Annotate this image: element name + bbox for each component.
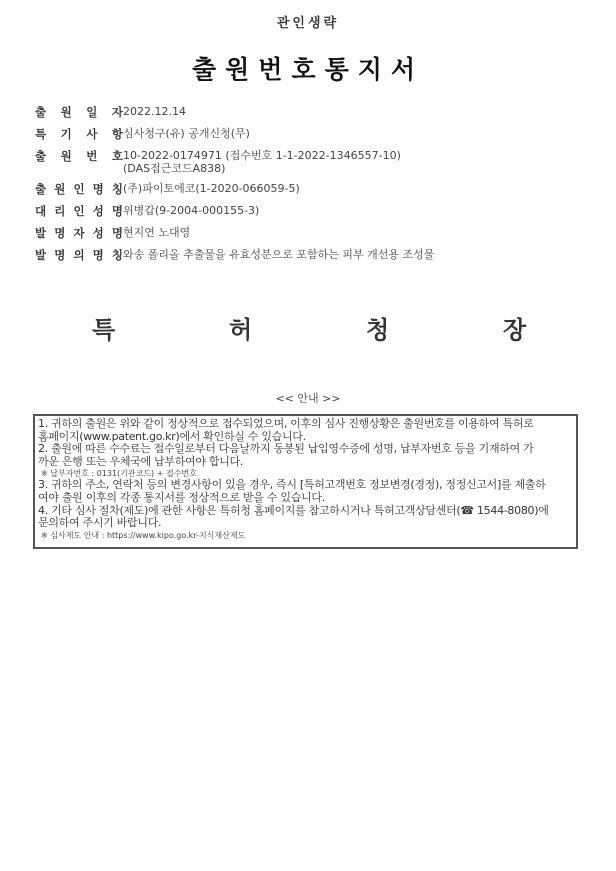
notice-line: 3. 귀하의 주소, 연락처 등의 변경사항이 있을 경우, 즉시 [특허고객번호 정보변경(경정), 정정신고서]를 제출하 (38, 478, 546, 492)
field-row (35, 148, 595, 175)
field-row (35, 126, 595, 142)
notice-line: 까운 은행 또는 우체국에 납부하여야 합니다. (38, 454, 244, 468)
field-row (35, 203, 595, 219)
field-value (123, 148, 401, 175)
office-char: 특 (92, 316, 116, 344)
notice-note: ※ 납부자번호 : 0131(기관코드) + 접수번호 (41, 469, 197, 479)
field-value-line: (DAS접근코드A838) (123, 162, 226, 175)
notice-line: 여야 출원 이후의 각종 통지서를 정상적으로 받을 수 있습니다. (38, 490, 325, 504)
field-label: 발 명 자 성 명 (35, 226, 123, 240)
notice-note: ※ 심사제도 안내 : https://www.kipo.go.kr-지식재산제도 (41, 530, 246, 540)
application-fields (35, 104, 595, 269)
notice-line: 홈페이지(www.patent.go.kr)에서 확인하실 수 있습니다. (38, 429, 306, 443)
document-title: 출원번호통지서 (191, 55, 425, 84)
field-value-line: 와송 폴리올 추출물을 유효성분으로 포함하는 피부 개선용 조성물 (123, 248, 435, 261)
field-value-line: 10-2022-0174971 (접수번호 1-1-2022-1346557-10) (123, 149, 401, 162)
field-value (123, 104, 186, 118)
notice-line: 1. 귀하의 출원은 위와 같이 정상적으로 접수되었으며, 이후의 심사 진행상황은 출원번호를 이용하여 특허로 (38, 417, 534, 430)
field-label: 출 원 일 자 (35, 105, 123, 119)
field-label: 특 기 사 항 (35, 127, 123, 141)
field-value-line: 현지연 노대영 (123, 226, 191, 239)
field-row (35, 104, 595, 120)
notice-line: 4. 기타 심사 절차(제도)에 관한 사항은 특허청 홈페이지를 참고하시거나 특허고객상담센터(☎ 1544-8080)에 (38, 503, 549, 517)
office-char: 장 (503, 316, 527, 344)
field-value-line: 위병갑(9-2004-000155-3) (123, 204, 260, 217)
notice-box (33, 414, 578, 549)
field-value (123, 181, 300, 195)
field-value-line: 심사청구(유) 공개신청(무) (123, 127, 250, 140)
field-value (123, 247, 434, 261)
field-label: 출 원 번 호 (35, 149, 123, 163)
field-label: 발 명 의 명 칭 (35, 248, 123, 262)
field-value-line: (주)파이토에코(1-2020-066059-5) (123, 182, 300, 195)
notice-line: 2. 출원에 따른 수수료는 접수일로부터 다음날까지 동봉된 납입영수증에 성명, 납부자번호 등을 기재하여 가 (38, 442, 534, 456)
field-value (123, 225, 190, 239)
notice-heading: << 안내 >> (275, 392, 341, 405)
omission-label: 관인생략 (276, 16, 340, 31)
office-char: 청 (366, 316, 390, 344)
field-value-line: 2022.12.14 (123, 105, 186, 118)
field-value (123, 203, 259, 217)
field-row (35, 225, 595, 241)
field-label: 대 리 인 성 명 (35, 204, 123, 218)
office-char: 허 (229, 316, 253, 344)
field-row (35, 181, 595, 197)
field-row (35, 247, 595, 263)
field-value (123, 126, 250, 140)
notice-line: 문의하여 주시기 바랍니다. (38, 516, 162, 530)
field-label: 출 원 인 명 칭 (35, 182, 123, 196)
